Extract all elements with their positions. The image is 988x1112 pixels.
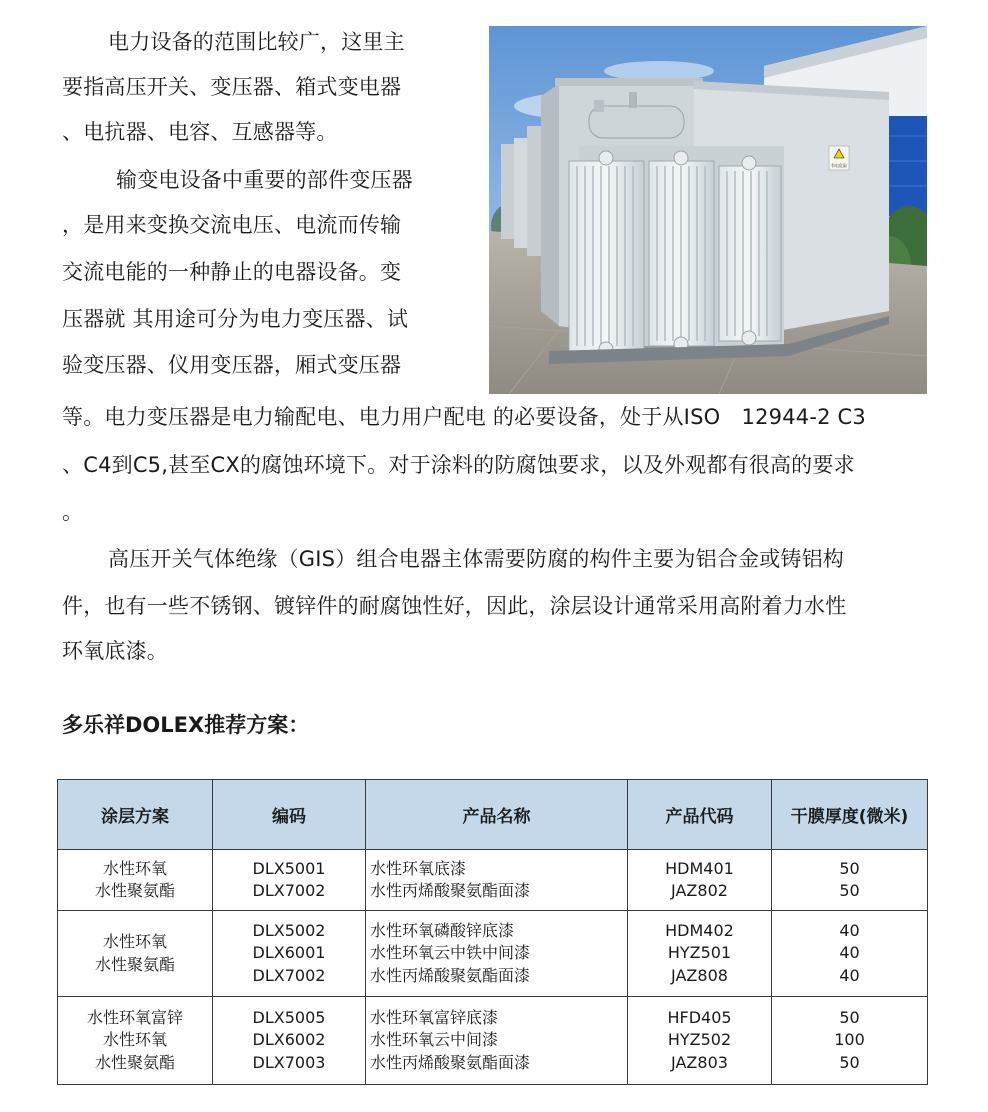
scheme-cell: 水性环氧 水性聚氨酯: [58, 911, 213, 997]
scheme-cell: 水性环氧富锌 水性环氧 水性聚氨酯: [58, 997, 213, 1085]
product-name-cell: 水性环氧磷酸锌底漆 水性环氧云中铁中间漆 水性丙烯酸聚氨酯面漆: [366, 911, 628, 997]
intro-line-5: ，是用来变换交流电压、电流而传输: [62, 213, 402, 237]
product-code-cell: HDM402 HYZ501 JAZ808: [628, 911, 772, 997]
code-cell: DLX5002 DLX6001 DLX7002: [213, 911, 366, 997]
gis-line-2: 件，也有一些不锈钢、镀锌件的耐腐蚀性好，因此，涂层设计通常采用高附着力水性: [62, 594, 847, 618]
gis-line-3: 环氧底漆。: [62, 639, 168, 663]
thickness-cell: 50 50: [772, 850, 928, 911]
intro-line-8: 验变压器、仪用变压器，厢式变压器: [62, 353, 402, 377]
code-cell: DLX5001 DLX7002: [213, 850, 366, 911]
header-product-name: 产品名称: [366, 780, 628, 850]
intro-line-9: 等。电力变压器是电力输配电、电力用户配电 的必要设备，处于从ISO 12944-2 C3: [62, 405, 866, 429]
header-product-code: 产品代码: [628, 780, 772, 850]
header-code: 编码: [213, 780, 366, 850]
intro-line-4: 输变电设备中重要的部件变压器: [116, 168, 413, 192]
scheme-cell: 水性环氧 水性聚氨酯: [58, 850, 213, 911]
header-scheme: 涂层方案: [58, 780, 213, 850]
thickness-cell: 50 100 50: [772, 997, 928, 1085]
transformer-photo: [489, 26, 927, 394]
header-dry-film-thickness: 干膜厚度(微米): [772, 780, 928, 850]
product-code-cell: HDM401 JAZ802: [628, 850, 772, 911]
warning-sign-text: 有电危险: [831, 163, 847, 168]
table-header-row: [58, 780, 928, 850]
thickness-cell: 40 40 40: [772, 911, 928, 997]
intro-line-7: 压器就 其用途可分为电力变压器、试: [62, 307, 409, 331]
product-code-cell: HFD405 HYZ502 JAZ803: [628, 997, 772, 1085]
table-row: [58, 997, 928, 1085]
product-name-cell: 水性环氧富锌底漆 水性环氧云中间漆 水性丙烯酸聚氨酯面漆: [366, 997, 628, 1085]
intro-line-3: 、电抗器、电容、互感器等。: [62, 120, 338, 144]
intro-line-1: 电力设备的范围比较广，这里主: [108, 30, 405, 54]
gis-line-1: 高压开关气体绝缘（GIS）组合电器主体需要防腐的构件主要为铝合金或铸铝构: [108, 547, 844, 571]
coating-plan-table: [57, 779, 928, 1085]
product-name-cell: 水性环氧底漆 水性丙烯酸聚氨酯面漆: [366, 850, 628, 911]
table-row: [58, 850, 928, 911]
recommendation-heading: 多乐祥DOLEX推荐方案：: [62, 713, 310, 737]
intro-line-6: 交流电能的一种静止的电器设备。变: [62, 260, 402, 284]
intro-line-10: 、C4到C5,甚至CX的腐蚀环境下。对于涂料的防腐蚀要求，以及外观都有很高的要求: [62, 453, 855, 477]
intro-line-2: 要指高压开关、变压器、箱式变电器: [62, 75, 402, 99]
table-row: [58, 911, 928, 997]
intro-line-11: 。: [62, 500, 84, 524]
code-cell: DLX5005 DLX6002 DLX7003: [213, 997, 366, 1085]
